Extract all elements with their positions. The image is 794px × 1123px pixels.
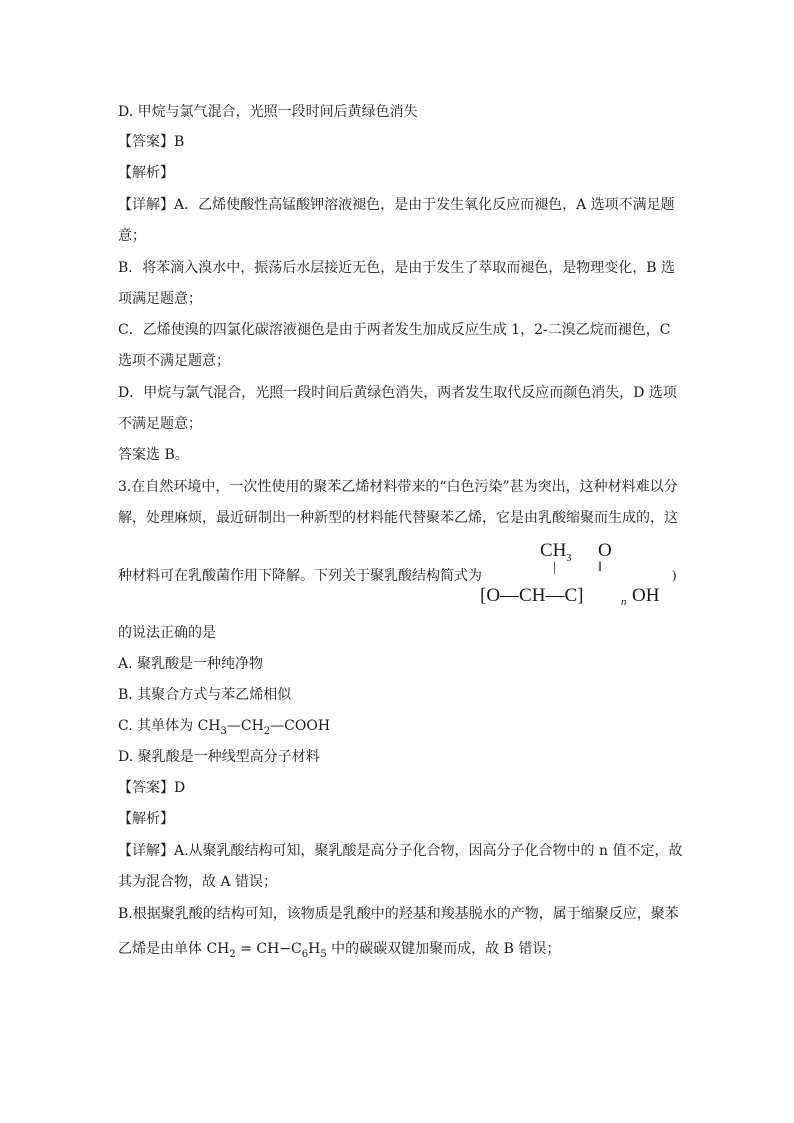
detail-text: C．乙烯使溴的四氯化碳溶液褪色是由于两者发生加成反应生成 1，2-二溴乙烷而褪色，C	[118, 322, 671, 338]
answer-q3: 【答案】D	[118, 780, 186, 796]
question-3-text: 解，处理麻烦，最近研制出一种新型的材料能代替聚苯乙烯，它是由乳酸缩聚而生成的，这	[118, 510, 678, 526]
formula-carbonyl-o: O	[598, 540, 612, 561]
detail-text: D．甲烷与氯气混合，光照一段时间后黄绿色消失，两者发生取代反应而颜色消失，D 选项	[118, 385, 677, 401]
formula-close-paren: )	[672, 567, 677, 582]
option-b-q3: B. 其聚合方式与苯乙烯相似	[118, 687, 292, 703]
detail-text: B．将苯滴入溴水中，振荡后水层接近无色，是由于发生了萃取而褪色，是物理变化，B 选	[118, 260, 676, 276]
option-d-q3: D. 聚乳酸是一种线型高分子材料	[118, 749, 320, 765]
detail-text: 【详解】A.从聚乳酸结构可知，聚乳酸是高分子化合物，因高分子化合物中的 n 值不定，故	[118, 843, 683, 859]
formula-n: n	[621, 596, 627, 608]
polylactic-acid-formula	[480, 538, 680, 608]
formula-bond-vertical: |	[553, 560, 556, 575]
formula-double-bond: ‖	[598, 560, 600, 575]
detail-text: 其为混合物，故 A 错误；	[118, 874, 278, 890]
formula-ch3: $CH_3$	[540, 540, 572, 564]
formula-chain: [O—CH—C]	[480, 585, 584, 606]
question-3-text: 3.在自然环境中，一次性使用的聚苯乙烯材料带来的“白色污染”甚为突出，这种材料难以分	[118, 479, 678, 495]
detail-text: 选项不满足题意；	[118, 353, 230, 369]
analysis-heading-q3: 【解析】	[118, 811, 174, 827]
detail-text: 项满足题意；	[118, 291, 202, 307]
option-c-q3: C. 其单体为 $CH_3—CH_2—COOH$	[118, 718, 331, 737]
question-3-text: 的说法正确的是	[118, 625, 216, 641]
detail-text: B.根据聚乳酸的结构可知，该物质是乳酸中的羟基和羧基脱水的产物，属于缩聚反应，聚苯	[118, 906, 679, 922]
detail-text: 不满足题意；	[118, 416, 202, 432]
option-d-q2: D. 甲烷与氯气混合，光照一段时间后黄绿色消失	[118, 104, 418, 120]
answer-choice-q2: 答案选 B。	[118, 447, 189, 463]
detail-text: 【详解】A．乙烯使酸性高锰酸钾溶液褪色，是由于发生氧化反应而褪色，A 选项不满足题	[118, 197, 675, 213]
formula-oh: OH	[632, 585, 660, 606]
question-3-text: 种材料可在乳酸菌作用下降解。下列关于聚乳酸结构简式为	[118, 568, 482, 584]
detail-text: 意；	[118, 228, 146, 244]
detail-text: 乙烯是由单体 $CH_2 = CH-C_6H_5$ 中的碳碳双键加聚而成，故 B 错误；	[118, 941, 561, 960]
answer-q2: 【答案】B	[118, 134, 185, 150]
option-a-q3: A. 聚乳酸是一种纯净物	[118, 656, 264, 672]
analysis-heading-q2: 【解析】	[118, 165, 174, 181]
